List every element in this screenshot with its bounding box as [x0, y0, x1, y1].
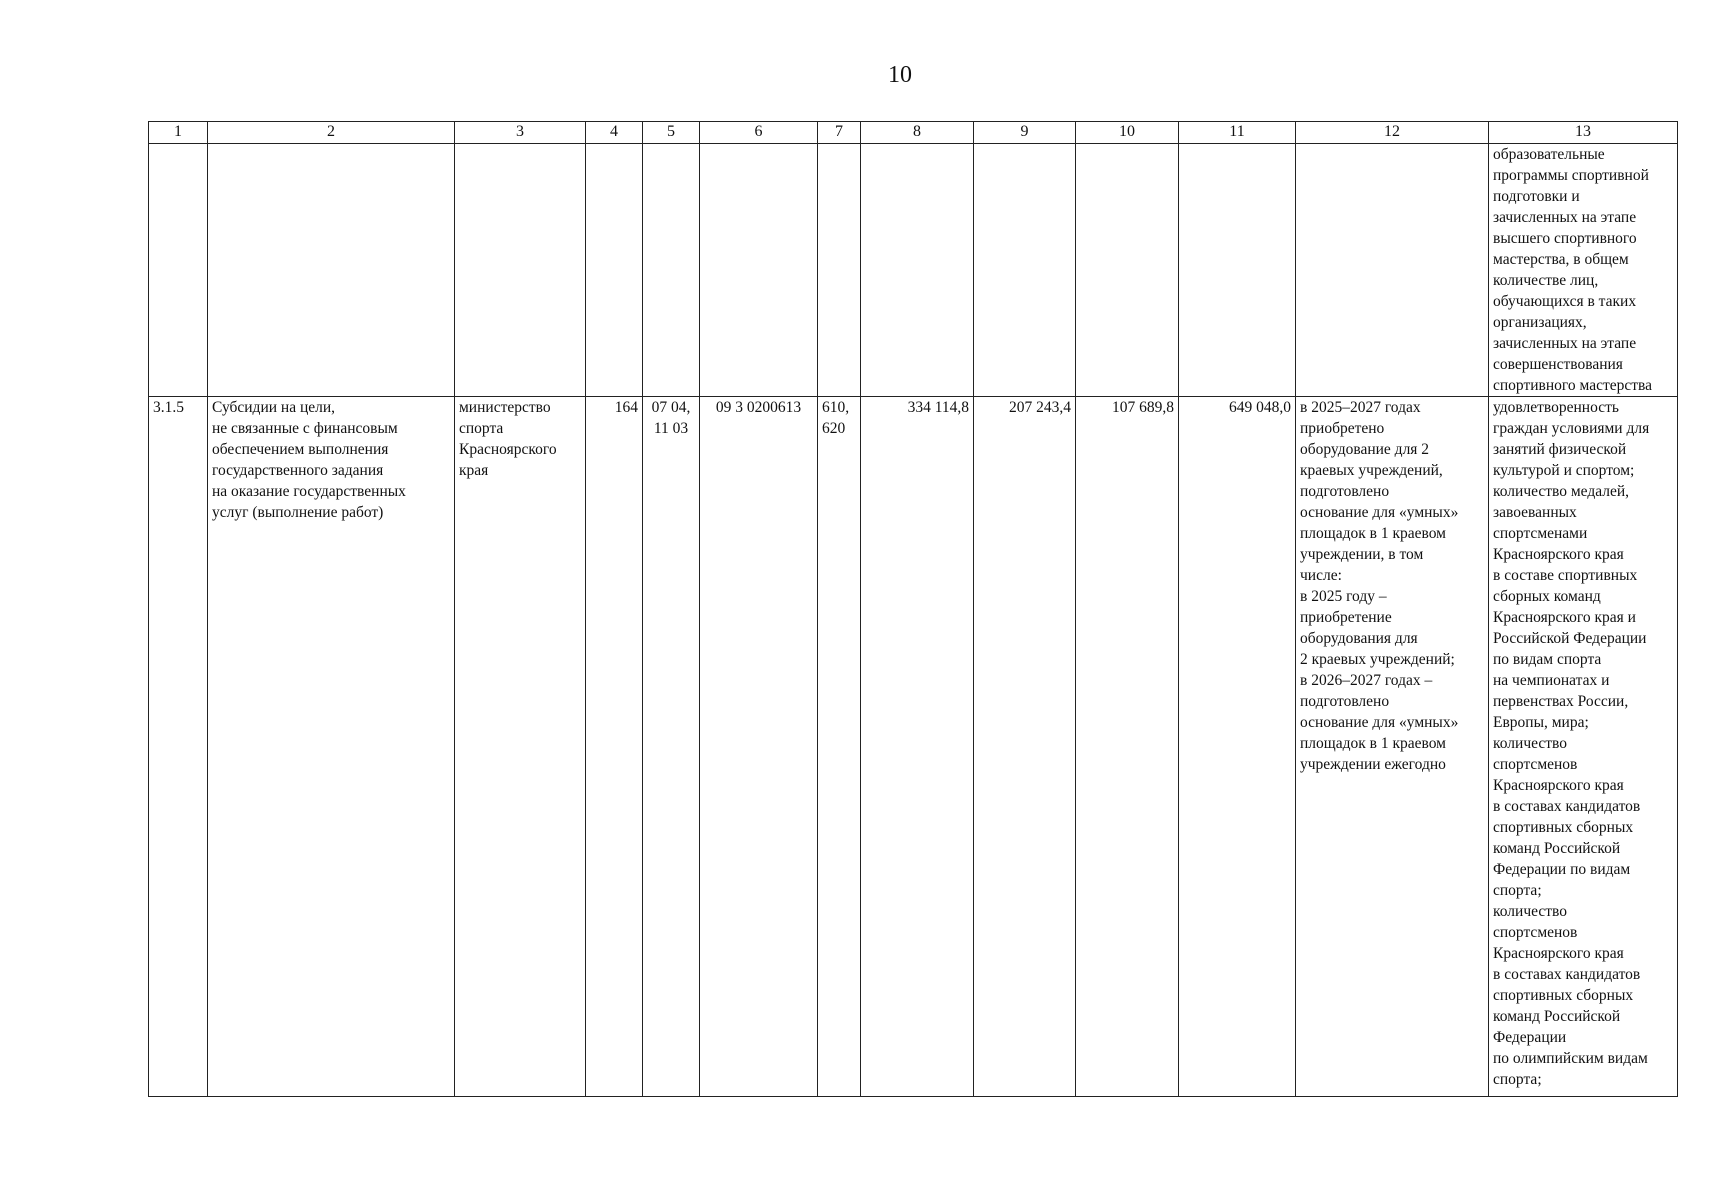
text-line: количество медалей, — [1493, 483, 1630, 500]
text-line: совершенствования — [1493, 356, 1623, 373]
text-line: оборудования для — [1300, 630, 1418, 647]
text-line: основание для «умных» — [1300, 504, 1459, 521]
text-line: спорта; — [1493, 1071, 1542, 1088]
text-line: в 2026–2027 годах – — [1300, 672, 1433, 689]
text-line: в 2025 году – — [1300, 588, 1387, 605]
text-line: спорта; — [1493, 882, 1542, 899]
vr-code — [818, 397, 861, 1097]
continuation-row — [149, 144, 1678, 397]
text-line: учреждении, в том — [1300, 546, 1424, 563]
text-line: завоеванных — [1493, 504, 1577, 521]
cell — [208, 144, 455, 397]
text-line: числе: — [1300, 567, 1342, 584]
column-header-6: 6 — [700, 122, 818, 144]
target-indicators — [1489, 397, 1678, 1097]
amount-2025: 334 114,8 — [861, 397, 974, 1097]
column-header-2: 2 — [208, 122, 455, 144]
text-line: 2 краевых учреждений; — [1300, 651, 1455, 668]
text-line: министерство — [459, 399, 551, 416]
text-line: подготовки и — [1493, 188, 1580, 205]
column-header-1: 1 — [149, 122, 208, 144]
text-line: не связанные с финансовым — [212, 420, 398, 437]
text-line: Красноярского края и — [1493, 609, 1636, 626]
text-line: спортивного мастерства — [1493, 377, 1653, 394]
text-line: количестве лиц, — [1493, 272, 1599, 289]
text-line: подготовлено — [1300, 693, 1390, 710]
cell — [700, 144, 818, 397]
text-line: команд Российской — [1493, 840, 1621, 857]
column-header-5: 5 — [643, 122, 700, 144]
text-line: Федерации по видам — [1493, 861, 1631, 878]
text-line: спортивных сборных — [1493, 819, 1634, 836]
column-header-10: 10 — [1076, 122, 1179, 144]
text-line: Красноярского — [459, 441, 557, 458]
text-line: приобретено — [1300, 420, 1385, 437]
text-line: Субсидии на цели, — [212, 399, 336, 416]
activity-row-3-1-5 — [149, 397, 1678, 1097]
text-line: подготовлено — [1300, 483, 1390, 500]
text-line: зачисленных на этапе — [1493, 209, 1637, 226]
text-line: удовлетворенность — [1493, 399, 1619, 416]
column-number-row — [149, 122, 1678, 144]
activity-name — [208, 397, 455, 1097]
text-line: по видам спорта — [1493, 651, 1602, 668]
text-line: услуг (выполнение работ) — [212, 504, 384, 521]
page-number: 10 — [888, 62, 912, 88]
cell — [643, 144, 700, 397]
cell — [974, 144, 1076, 397]
column-header-8: 8 — [861, 122, 974, 144]
text-line: на чемпионатах и — [1493, 672, 1610, 689]
text-line: площадок в 1 краевом — [1300, 735, 1446, 752]
text-line: культурой и спортом; — [1493, 462, 1635, 479]
column-header-7: 7 — [818, 122, 861, 144]
text-line: приобретение — [1300, 609, 1392, 626]
expected-result — [1296, 397, 1489, 1097]
text-line: зачисленных на этапе — [1493, 335, 1637, 352]
text-line: количество — [1493, 903, 1567, 920]
cell — [1296, 144, 1489, 397]
cell — [1179, 144, 1296, 397]
text-line: занятий физической — [1493, 441, 1627, 458]
text-line: обеспечением выполнения — [212, 441, 389, 458]
amount-2026: 207 243,4 — [974, 397, 1076, 1097]
text-line: краевых учреждений, — [1300, 462, 1443, 479]
column-header-11: 11 — [1179, 122, 1296, 144]
text-line: в составах кандидатов — [1493, 966, 1641, 983]
text-line: на оказание государственных — [212, 483, 406, 500]
text-line: высшего спортивного — [1493, 230, 1637, 247]
text-line: края — [459, 462, 489, 479]
text-line: спортсменами — [1493, 525, 1588, 542]
text-line: по олимпийским видам — [1493, 1050, 1648, 1067]
cell — [1076, 144, 1179, 397]
text-line: спортсменов — [1493, 924, 1578, 941]
text-line: спортсменов — [1493, 756, 1578, 773]
text-line: Красноярского края — [1493, 546, 1624, 563]
text-line: 610, — [822, 399, 850, 416]
text-line: Красноярского края — [1493, 777, 1624, 794]
text-line: государственного задания — [212, 462, 384, 479]
text-line: Европы, мира; — [1493, 714, 1589, 731]
executor — [455, 397, 586, 1097]
csr-code: 09 3 0200613 — [700, 397, 818, 1097]
text-line: Красноярского края — [1493, 945, 1624, 962]
text-line: спортивных сборных — [1493, 987, 1634, 1004]
continued-indicator-text — [1489, 144, 1678, 397]
text-line: Федерации — [1493, 1029, 1567, 1046]
text-line: команд Российской — [1493, 1008, 1621, 1025]
text-line: граждан условиями для — [1493, 420, 1650, 437]
amount-2027: 107 689,8 — [1076, 397, 1179, 1097]
program-activities-table — [148, 121, 1678, 1097]
cell — [149, 144, 208, 397]
column-header-12: 12 — [1296, 122, 1489, 144]
column-header-4: 4 — [586, 122, 643, 144]
cell — [861, 144, 974, 397]
text-line: площадок в 1 краевом — [1300, 525, 1446, 542]
column-header-3: 3 — [455, 122, 586, 144]
text-line: в составах кандидатов — [1493, 798, 1641, 815]
text-line: обучающихся в таких — [1493, 293, 1637, 310]
text-line: в составе спортивных — [1493, 567, 1638, 584]
cell — [455, 144, 586, 397]
text-line: количество — [1493, 735, 1567, 752]
text-line: 11 03 — [653, 420, 689, 437]
text-line: мастерства, в общем — [1493, 251, 1629, 268]
text-line: основание для «умных» — [1300, 714, 1459, 731]
column-header-9: 9 — [974, 122, 1076, 144]
column-header-13: 13 — [1489, 122, 1678, 144]
cell — [818, 144, 861, 397]
text-line: первенствах России, — [1493, 693, 1629, 710]
text-line: сборных команд — [1493, 588, 1601, 605]
text-line: учреждении ежегодно — [1300, 756, 1446, 773]
text-line: образовательные — [1493, 146, 1605, 163]
text-line: организациях, — [1493, 314, 1587, 331]
activity-code: 3.1.5 — [149, 397, 208, 1097]
text-line: в 2025–2027 годах — [1300, 399, 1421, 416]
text-line: 07 04, — [651, 399, 691, 416]
amount-total: 649 048,0 — [1179, 397, 1296, 1097]
text-line: программы спортивной — [1493, 167, 1649, 184]
text-line: спорта — [459, 420, 504, 437]
cell — [586, 144, 643, 397]
rzpr-code — [643, 397, 700, 1097]
text-line: 620 — [822, 420, 846, 437]
text-line: Российской Федерации — [1493, 630, 1647, 647]
grbs-code: 164 — [586, 397, 643, 1097]
text-line: оборудование для 2 — [1300, 441, 1430, 458]
